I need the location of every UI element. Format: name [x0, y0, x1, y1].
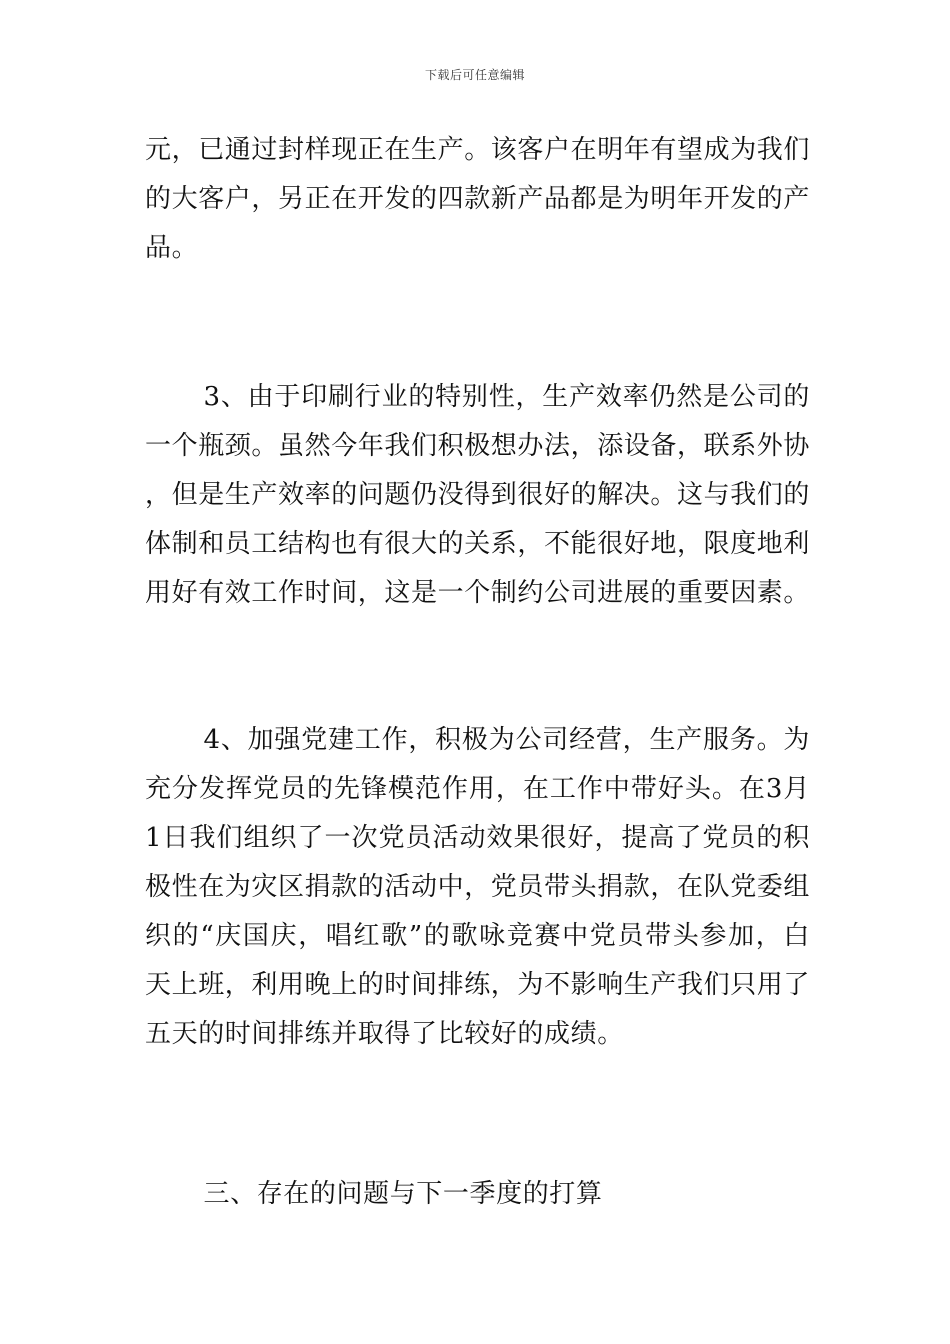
paragraph-continuation: 元，已通过封样现正在生产。该客户在明年有望成为我们的大客户，另正在开发的四款新产品都是为明年开发的产品。 — [145, 135, 811, 263]
page-header-note: 下载后可任意编辑 — [424, 68, 525, 82]
paragraph-item-4: 4、加强党建工作，积极为公司经营，生产服务。为充分发挥党员的先锋模范作用，在工作中带好头。在3月1日我们组织了一次党员活动效果很好，提高了党员的积极性在为灾区捐款的活动中，党员带头捐款，在队党委组织的“庆国庆，唱红歌”的歌咏竞赛中党员带头参加，白天上班，利用晚上的时间排练，为不影响生产我们只用了五天的时间排练并取得了比较好的成绩。 — [145, 725, 811, 1049]
section-heading: 三、存在的问题与下一季度的打算 — [203, 1179, 603, 1209]
paragraph-item-3: 3、由于印刷行业的特别性，生产效率仍然是公司的一个瓶颈。虽然今年我们积极想办法，添设备，联系外协，但是生产效率的问题仍没得到很好的解决。这与我们的体制和员工结构也有很大的关系，不能很好地，限度地利用好有效工作时间，这是一个制约公司进展的重要因素。 — [145, 382, 811, 608]
